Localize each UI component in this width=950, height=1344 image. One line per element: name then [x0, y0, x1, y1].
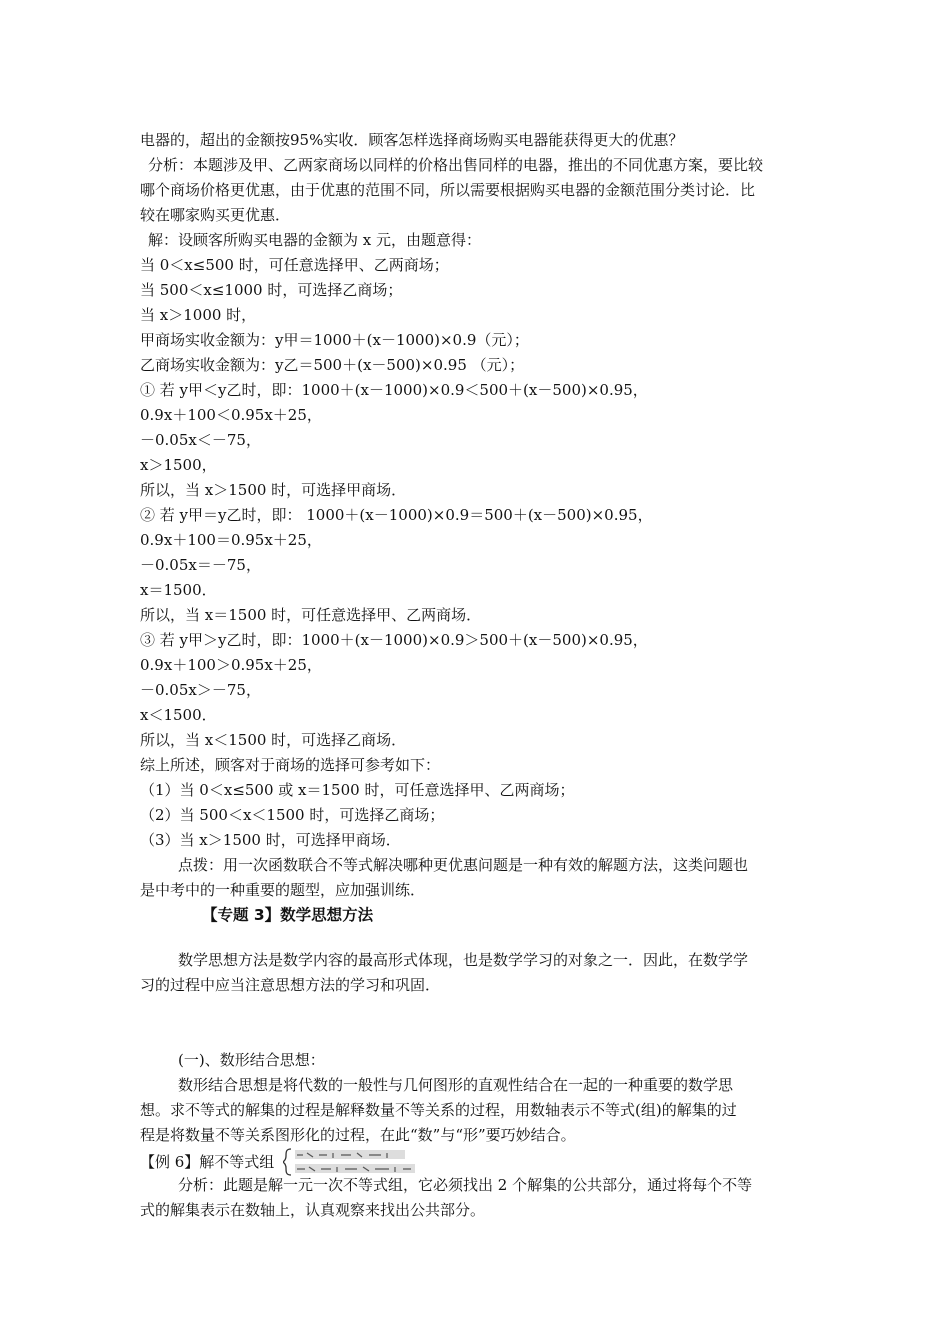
text-line: 式的解集表示在数轴上，认真观察来找出公共部分。: [140, 1201, 486, 1219]
example-label: 【例 6】解不等式组: [140, 1153, 275, 1171]
text-line: 当 0＜x≤500 时，可任意选择甲、乙两商场；: [140, 256, 449, 274]
text-line: 所以，当 x＞1500 时，可选择甲商场．: [140, 481, 407, 499]
text-line: x＜1500．: [140, 706, 217, 724]
text-line: 所以，当 x＝1500 时，可任意选择甲、乙两商场．: [140, 606, 482, 624]
text-line: （2）当 500＜x＜1500 时，可选择乙商场；: [140, 806, 445, 824]
text-line: x＝1500．: [140, 581, 217, 599]
text-line: 电器的，超出的金额按95%实收．顾客怎样选择商场购买电器能获得更大的优惠？: [140, 131, 684, 149]
text-line: ① 若 y甲＜y乙时，即：1000＋(x－1000)×0.9＜500＋(x－500)×0.95，: [140, 381, 648, 399]
text-line: 综上所述，顾客对于商场的选择可参考如下：: [140, 756, 441, 774]
text-line: 较在哪家购买更优惠．: [140, 206, 291, 224]
inequality-system-image: [283, 1150, 433, 1176]
text-line: 当 x＞1000 时，: [140, 306, 257, 324]
text-line: 程是将数量不等关系图形化的过程，在此“数”与“形”要巧妙结合。: [140, 1126, 576, 1144]
text-line: 分析：本题涉及甲、乙两家商场以同样的价格出售同样的电器，推出的不同优惠方案，要比较: [148, 156, 764, 174]
text-line: 数形结合思想是将代数的一般性与几何图形的直观性结合在一起的一种重要的数学思: [178, 1076, 734, 1094]
text-line: ③ 若 y甲＞y乙时，即：1000＋(x－1000)×0.9＞500＋(x－500)×0.95，: [140, 631, 648, 649]
text-line: 0.9x＋100＜0.95x＋25，: [140, 406, 322, 424]
text-line: 数学思想方法是数学内容的最高形式体现，也是数学学习的对象之一．因此，在数学学: [178, 951, 749, 969]
brace-icon: [283, 1147, 433, 1177]
text-line: 所以，当 x＜1500 时，可选择乙商场．: [140, 731, 407, 749]
text-line: 当 500＜x≤1000 时，可选择乙商场；: [140, 281, 403, 299]
text-line: 0.9x＋100＞0.95x＋25，: [140, 656, 322, 674]
text-line: 是中考中的一种重要的题型，应加强训练．: [140, 881, 426, 899]
text-line: 解：设顾客所购买电器的金额为 x 元，由题意得：: [148, 231, 481, 249]
text-line: 点拨：用一次函数联合不等式解决哪种更优惠问题是一种有效的解题方法，这类问题也: [178, 856, 749, 874]
text-line: x＞1500，: [140, 456, 217, 474]
text-line: 甲商场实收金额为：y甲＝1000＋(x－1000)×0.9（元）；: [140, 331, 529, 349]
example-line: [140, 1150, 433, 1176]
text-line: 想。求不等式的解集的过程是解释数量不等关系的过程，用数轴表示不等式(组)的解集的过: [140, 1101, 737, 1119]
text-line: －0.05x＝－75，: [140, 556, 261, 574]
text-line: 哪个商场价格更优惠，由于优惠的范围不同，所以需要根据购买电器的金额范围分类讨论．比: [140, 181, 756, 199]
text-line: ② 若 y甲＝y乙时，即： 1000＋(x－1000)×0.9＝500＋(x－500)×0.95，: [140, 506, 653, 524]
text-line: 乙商场实收金额为：y乙＝500＋(x－500)×0.95 （元）；: [140, 356, 525, 374]
text-line: （3）当 x＞1500 时，可选择甲商场．: [140, 831, 401, 849]
text-line: 习的过程中应当注意思想方法的学习和巩固．: [140, 976, 441, 994]
subsection-heading: (一)、数形结合思想：: [178, 1051, 325, 1069]
text-line: －0.05x＜－75，: [140, 431, 261, 449]
text-line: （1）当 0＜x≤500 或 x＝1500 时，可任意选择甲、乙两商场；: [140, 781, 575, 799]
text-line: 0.9x＋100＝0.95x＋25，: [140, 531, 322, 549]
text-line: 分析：此题是解一元一次不等式组，它必须找出 2 个解集的公共部分，通过将每个不等: [178, 1176, 753, 1194]
text-line: －0.05x＞－75，: [140, 681, 261, 699]
section-heading: 【专题 3】数学思想方法: [202, 906, 374, 924]
